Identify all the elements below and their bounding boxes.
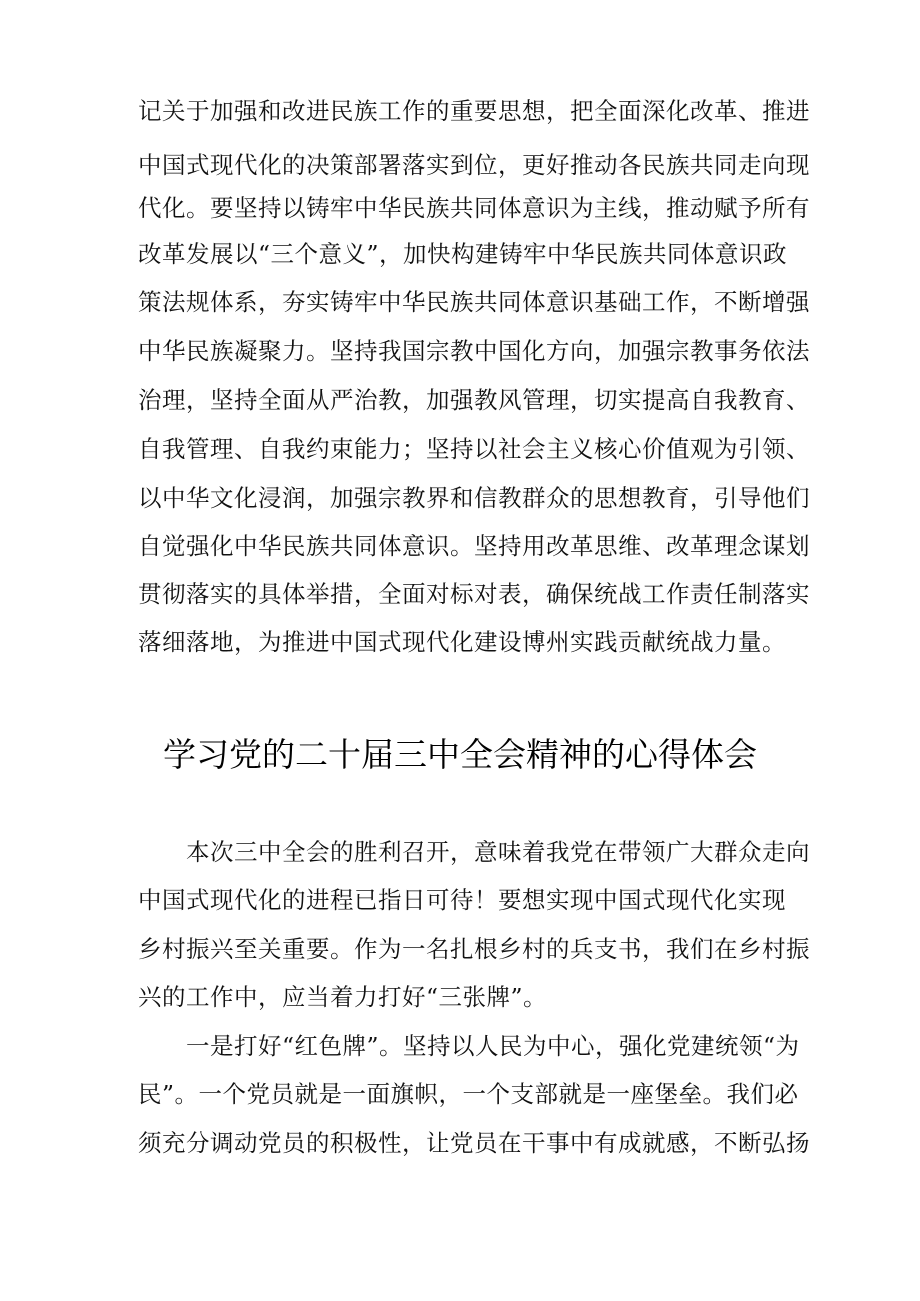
paragraph-line: 贯彻落实的具体举措，全面对标对表，确保统战工作责任制落实: [138, 580, 810, 608]
paragraph-line: 须充分调动党员的积极性，让党员在干事中有成就感，不断弘扬: [138, 1129, 810, 1157]
paragraph-line: 自觉强化中华民族共同体意识。坚持用改革思维、改革理念谋划: [138, 532, 810, 560]
paragraph-line: 本次三中全会的胜利召开，意味着我党在带领广大群众走向: [138, 838, 810, 866]
paragraph-line: 一是打好“红色牌”。坚持以人民为中心，强化党建统领“为: [138, 1032, 800, 1060]
paragraph-line: 改革发展以“三个意义”，加快构建铸牢中华民族共同体意识政: [138, 240, 788, 268]
paragraph-line: 以中华文化浸润，加强宗教界和信教群众的思想教育，引导他们: [138, 484, 810, 512]
paragraph-line: 民”。一个党员就是一面旗帜，一个支部就是一座堡垒。我们必: [138, 1080, 799, 1108]
paragraph-line: 代化。要坚持以铸牢中华民族共同体意识为主线，推动赋予所有: [138, 194, 810, 222]
paragraph-line: 中华民族凝聚力。坚持我国宗教中国化方向，加强宗教事务依法: [138, 337, 810, 365]
paragraph-line: 治理，坚持全面从严治教，加强教风管理，切实提高自我教育、: [138, 386, 810, 414]
article-title: 学习党的二十届三中全会精神的心得体会: [163, 735, 757, 774]
paragraph-line: 记关于加强和改进民族工作的重要思想，把全面深化改革、推进: [138, 97, 810, 125]
paragraph-line: 自我管理、自我约束能力；坚持以社会主义核心价值观为引领、: [138, 435, 810, 463]
paragraph-line: 中国式现代化的决策部署落实到位，更好推动各民族共同走向现: [138, 151, 810, 179]
paragraph-line: 落细落地，为推进中国式现代化建设博州实践贡献统战力量。: [138, 628, 786, 656]
paragraph-line: 兴的工作中，应当着力打好“三张牌”。: [138, 983, 548, 1011]
paragraph-line: 乡村振兴至关重要。作为一名扎根乡村的兵支书，我们在乡村振: [138, 935, 810, 963]
paragraph-line: 中国式现代化的进程已指日可待！要想实现中国式现代化实现: [138, 886, 786, 914]
paragraph-line: 策法规体系，夯实铸牢中华民族共同体意识基础工作，不断增强: [138, 288, 810, 316]
